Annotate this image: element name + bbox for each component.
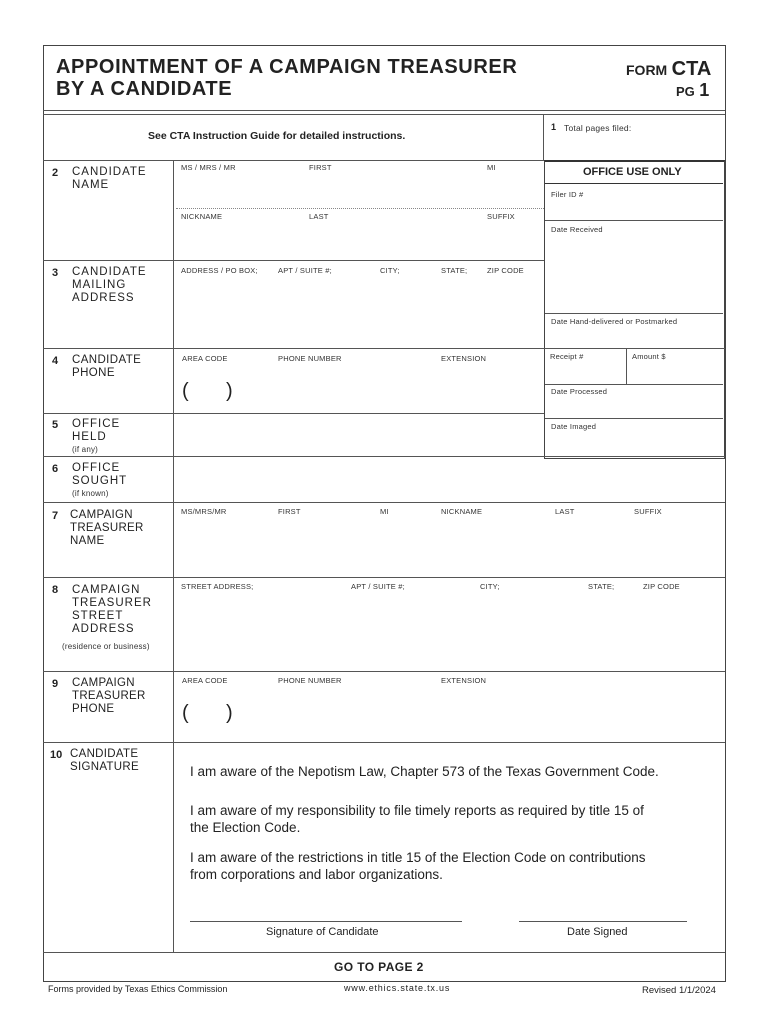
nepotism-statement: I am aware of the Nepotism Law, Chapter 573 of the Texas Government Code. xyxy=(190,764,659,779)
section-9-label-2: TREASURER xyxy=(72,690,146,702)
signature-input[interactable] xyxy=(190,896,466,922)
section-7-label-3: NAME xyxy=(70,535,105,547)
form-word: FORM xyxy=(626,62,668,78)
field-label-first: FIRST xyxy=(309,163,332,172)
form-title-line2: BY A CANDIDATE xyxy=(56,78,233,100)
section-4-label-2: PHONE xyxy=(72,367,115,379)
go-to-page-2: GO TO PAGE 2 xyxy=(334,960,424,974)
section-8-note: (residence or business) xyxy=(62,642,150,651)
section-10-label-2: SIGNATURE xyxy=(70,761,139,773)
section-4-label-1: CANDIDATE xyxy=(72,354,142,366)
divider xyxy=(545,220,723,221)
filer-id-label: Filer ID # xyxy=(551,190,584,199)
office-use-box xyxy=(544,160,725,459)
page-number-label xyxy=(676,80,709,101)
field-label-mi: MI xyxy=(380,507,389,516)
office-use-divider xyxy=(545,183,723,184)
treasurer-address-input[interactable] xyxy=(178,596,722,668)
section-5-label-2: HELD xyxy=(72,431,107,443)
section-3-label-2: MAILING xyxy=(72,279,127,291)
footer-revised: Revised 1/1/2024 xyxy=(642,985,716,996)
section-6-label-2: SOUGHT xyxy=(72,475,128,487)
section-10-label-1: CANDIDATE xyxy=(70,748,139,760)
footer-url: www.ethics.state.tx.us xyxy=(344,983,451,993)
field-label-last: LAST xyxy=(555,507,575,516)
candidate-address-input[interactable] xyxy=(178,280,542,342)
date-processed-label: Date Processed xyxy=(551,387,608,396)
date-received-label: Date Received xyxy=(551,225,603,234)
field-label-prefix: MS / MRS / MR xyxy=(181,163,236,172)
divider xyxy=(43,456,725,457)
header-divider xyxy=(43,110,725,111)
field-label-area-code: AREA CODE xyxy=(182,676,228,685)
section-9-label-3: PHONE xyxy=(72,703,115,715)
section-8-label-1: CAMPAIGN xyxy=(72,584,141,596)
reporting-statement-line1: I am aware of my responsibility to file timely reports as required by title 15 of xyxy=(190,803,644,818)
total-pages-num: 1 xyxy=(551,122,557,132)
area-code-close-paren: ) xyxy=(226,380,233,402)
area-code-close-paren: ) xyxy=(226,702,233,724)
section-7-label-1: CAMPAIGN xyxy=(70,509,133,521)
pg-word: PG xyxy=(676,84,695,99)
field-label-street: STREET ADDRESS; xyxy=(181,582,254,591)
field-label-state: STATE; xyxy=(441,266,468,275)
section-2-label-2: NAME xyxy=(72,179,110,191)
field-label-city: CITY; xyxy=(380,266,400,275)
field-label-extension: EXTENSION xyxy=(441,354,487,363)
section-6-number: 6 xyxy=(52,463,59,475)
section-9-label-1: CAMPAIGN xyxy=(72,677,135,689)
divider xyxy=(545,313,723,314)
form-code: CTA xyxy=(671,58,712,80)
divider xyxy=(626,349,627,384)
section-10-number: 10 xyxy=(50,749,63,761)
form-code-label xyxy=(626,58,711,81)
divider xyxy=(43,742,725,743)
field-label-apt: APT / SUITE #; xyxy=(278,266,332,275)
area-code-open-paren: ( xyxy=(182,702,189,724)
field-label-state: STATE; xyxy=(588,582,615,591)
field-label-suffix: SUFFIX xyxy=(634,507,662,516)
field-label-mi: MI xyxy=(487,163,496,172)
date-imaged-label: Date Imaged xyxy=(551,422,597,431)
field-label-zip: ZIP CODE xyxy=(643,582,680,591)
divider xyxy=(43,671,725,672)
office-sought-input[interactable] xyxy=(178,462,722,500)
signature-label: Signature of Candidate xyxy=(266,926,379,938)
date-signed-line xyxy=(519,921,687,922)
divider xyxy=(43,577,725,578)
section-8-label-3: STREET xyxy=(72,610,124,622)
total-pages-label: Total pages filed: xyxy=(564,123,632,133)
section-5-label-1: OFFICE xyxy=(72,418,121,430)
section-3-label-3: ADDRESS xyxy=(72,292,135,304)
section-3-number: 3 xyxy=(52,267,59,279)
divider xyxy=(43,502,725,503)
field-label-suffix: SUFFIX xyxy=(487,212,515,221)
treasurer-name-input[interactable] xyxy=(178,522,722,574)
section-6-label-1: OFFICE xyxy=(72,462,121,474)
field-label-apt: APT / SUITE #; xyxy=(351,582,405,591)
header-divider-2 xyxy=(43,114,725,115)
section-6-note: (if known) xyxy=(72,489,109,498)
field-label-nickname: NICKNAME xyxy=(181,212,223,221)
field-label-zip: ZIP CODE xyxy=(487,266,524,275)
divider xyxy=(43,348,725,349)
office-held-input[interactable] xyxy=(178,418,542,456)
receipt-label: Receipt # xyxy=(550,352,584,361)
contributions-statement-line1: I am aware of the restrictions in title 15 of the Election Code on contributions xyxy=(190,850,646,865)
candidate-name-input[interactable] xyxy=(178,175,542,203)
section-8-label-2: TREASURER xyxy=(72,597,152,609)
field-label-last: LAST xyxy=(309,212,329,221)
divider xyxy=(43,413,544,414)
area-code-open-paren: ( xyxy=(182,380,189,402)
candidate-last-name-input[interactable] xyxy=(178,224,542,256)
section-2-number: 2 xyxy=(52,167,59,179)
field-label-phone-number: PHONE NUMBER xyxy=(278,354,342,363)
date-signed-input[interactable] xyxy=(519,896,691,922)
section-7-label-2: TREASURER xyxy=(70,522,144,534)
field-label-area-code: AREA CODE xyxy=(182,354,228,363)
pg-number: 1 xyxy=(699,80,710,100)
divider xyxy=(43,260,544,261)
name-dotted-line xyxy=(176,208,544,209)
date-signed-label: Date Signed xyxy=(567,926,628,938)
reporting-statement-line2: the Election Code. xyxy=(190,820,301,835)
field-label-city: CITY; xyxy=(480,582,500,591)
section-8-label-4: ADDRESS xyxy=(72,623,135,635)
contributions-statement-line2: from corporations and labor organizations. xyxy=(190,867,443,882)
field-label-prefix: MS/MRS/MR xyxy=(181,507,227,516)
section-9-number: 9 xyxy=(52,678,59,690)
signature-line xyxy=(190,921,462,922)
candidate-phone-input[interactable] xyxy=(250,380,539,408)
field-label-first: FIRST xyxy=(278,507,301,516)
section-7-number: 7 xyxy=(52,510,59,522)
section-8-number: 8 xyxy=(52,584,59,596)
treasurer-phone-input[interactable] xyxy=(250,702,714,730)
field-label-nickname: NICKNAME xyxy=(441,507,483,516)
section-5-note: (if any) xyxy=(72,445,99,454)
field-label-extension: EXTENSION xyxy=(441,676,487,685)
footer-provided-by: Forms provided by Texas Ethics Commission xyxy=(48,984,228,994)
total-pages-divider xyxy=(543,114,544,160)
divider xyxy=(545,418,723,419)
amount-label: Amount $ xyxy=(632,352,666,361)
divider xyxy=(43,952,725,953)
field-label-address: ADDRESS / PO BOX; xyxy=(181,266,258,275)
section-4-number: 4 xyxy=(52,355,59,367)
form-title-line1: APPOINTMENT OF A CAMPAIGN TREASURER xyxy=(56,56,518,78)
section-2-label-1: CANDIDATE xyxy=(72,166,147,178)
instructions-text: See CTA Instruction Guide for detailed instructions. xyxy=(148,130,406,142)
section-5-number: 5 xyxy=(52,419,59,431)
section-3-label-1: CANDIDATE xyxy=(72,266,147,278)
date-hand-delivered-label: Date Hand-delivered or Postmarked xyxy=(551,317,678,326)
label-column-divider xyxy=(173,160,174,952)
divider xyxy=(545,384,723,385)
field-label-phone-number: PHONE NUMBER xyxy=(278,676,342,685)
total-pages-input[interactable] xyxy=(545,137,719,157)
office-use-title: OFFICE USE ONLY xyxy=(583,166,682,178)
